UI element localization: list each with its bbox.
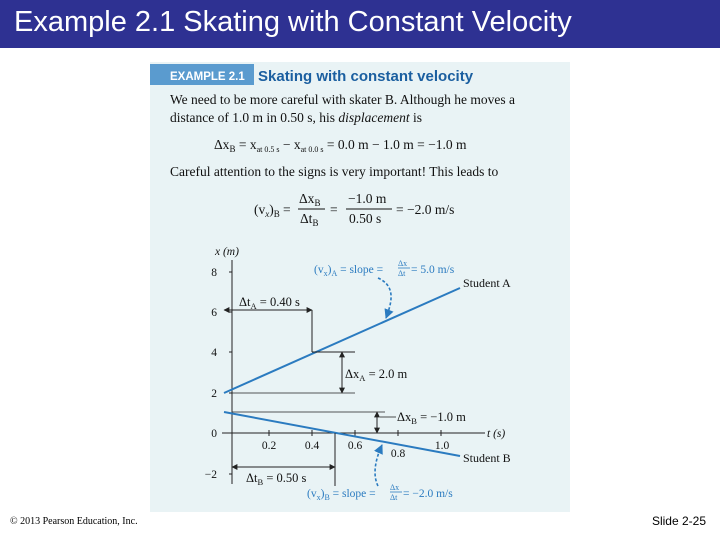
slope-b-frac-num: Δx xyxy=(390,483,400,492)
slope-a-frac-den: Δt xyxy=(398,269,406,278)
paragraph-2: Careful attention to the signs is very important! This leads to xyxy=(170,164,499,179)
velocity-equation-numerator-2: −1.0 m xyxy=(348,191,387,206)
dt-b-label: $\Delta t_B = 0.50$ s xyxy=(246,471,307,487)
example-heading: Skating with constant velocity xyxy=(258,68,474,85)
velocity-equation-numerator: $\Delta x_B$ xyxy=(299,191,321,208)
paragraph-1-line-1: We need to be more careful with skater B. Although he moves a xyxy=(170,92,515,107)
y-tick-label-4: 4 xyxy=(211,347,217,359)
slope-a-frac-num: Δx xyxy=(398,259,408,268)
displacement-equation: $\Delta x_B = x_{at 0.5 s} - x_{at 0.0 s} = 0.0$ m − 1.0 m = −1.0 m xyxy=(214,137,467,154)
student-a-label: Student A xyxy=(463,276,511,290)
velocity-equation-equals: = xyxy=(283,202,291,217)
slide-number: Slide 2-25 xyxy=(651,514,706,528)
slope-b-annotation: $(v_x)_B$ = slope = xyxy=(307,488,376,502)
dt-a-label: $\Delta t_A = 0.40$ s xyxy=(239,295,300,311)
velocity-equation-result: = −2.0 m/s xyxy=(396,202,455,217)
x-tick-label-0-6: 0.6 xyxy=(347,440,363,452)
copyright-notice: © 2013 Pearson Education, Inc. xyxy=(10,516,138,527)
dx-b-label: $\Delta x_B = -1.0$ m xyxy=(397,410,466,426)
paragraph-1-line-2: distance of 1.0 m in 0.50 s, his displacement is xyxy=(170,110,422,125)
y-tick-label-minus-2: −2 xyxy=(204,469,217,481)
velocity-equation-denominator-2: 0.50 s xyxy=(349,211,382,226)
x-tick-label-1-0: 1.0 xyxy=(434,440,450,452)
y-tick-label-0: 0 xyxy=(211,428,217,440)
x-tick-label-0-4: 0.4 xyxy=(304,440,320,452)
example-badge: EXAMPLE 2.1 xyxy=(170,71,245,83)
slope-b-frac-den: Δt xyxy=(390,493,398,502)
student-b-label: Student B xyxy=(463,451,511,465)
y-tick-label-2: 2 xyxy=(211,388,217,400)
slope-b-arrow xyxy=(375,445,382,486)
slope-a-value: = 5.0 m/s xyxy=(411,264,455,276)
dx-a-label: $\Delta x_A = 2.0$ m xyxy=(345,367,408,383)
y-axis-label: x (m) xyxy=(215,246,239,258)
slope-a-annotation: $(v_x)_A$ = slope = xyxy=(314,264,384,278)
x-tick-label-0-8: 0.8 xyxy=(390,448,406,460)
velocity-equation-denominator: $\Delta t_B$ xyxy=(300,211,319,228)
slope-b-value: = −2.0 m/s xyxy=(403,488,453,500)
slide-title: Example 2.1 Skating with Constant Velocity xyxy=(14,6,572,38)
x-axis-label: t (s) xyxy=(487,428,506,440)
y-tick-label-6: 6 xyxy=(211,307,217,319)
velocity-equation-lhs: $(v_x)_B$ xyxy=(254,202,280,219)
y-tick-label-8: 8 xyxy=(211,267,217,279)
x-tick-label-0-2: 0.2 xyxy=(261,440,277,452)
slope-a-arrow xyxy=(378,278,391,318)
velocity-equation-equals-2: = xyxy=(330,202,338,217)
